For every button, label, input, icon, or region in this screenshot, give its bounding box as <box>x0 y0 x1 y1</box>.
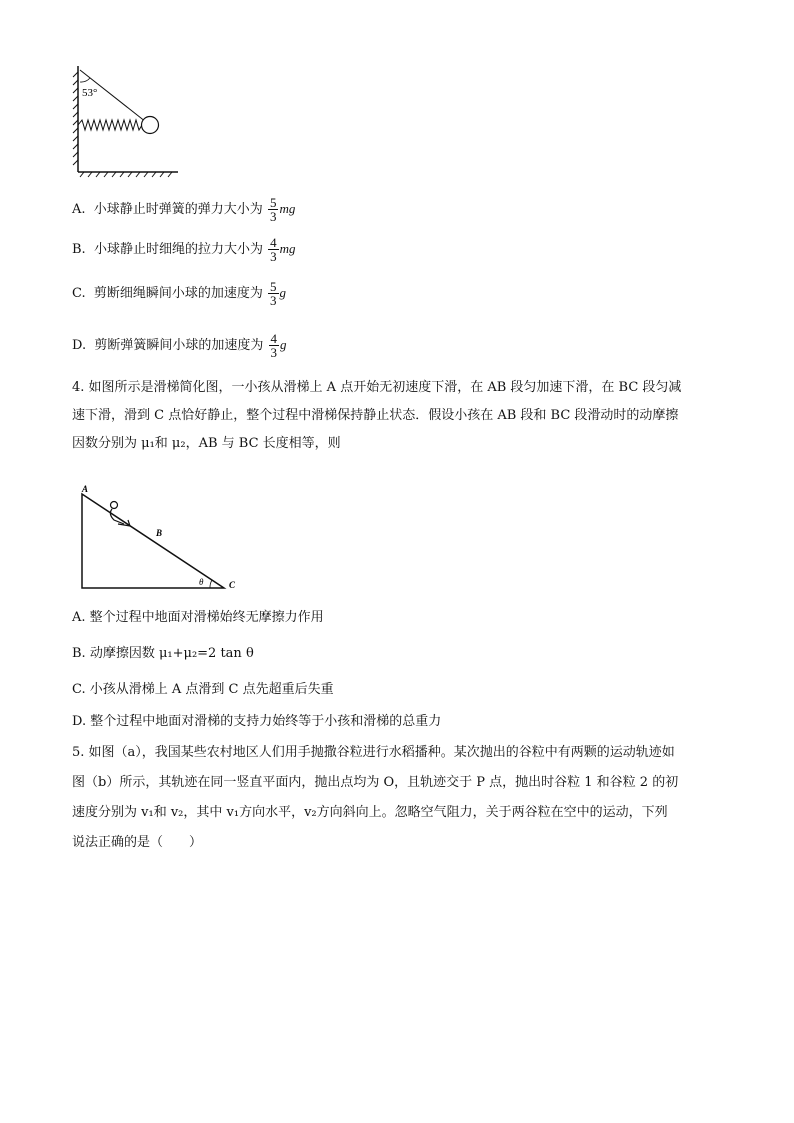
option-letter: C. <box>72 286 86 301</box>
option-text: 剪断细绳瞬间小球的加速度为 <box>93 286 263 301</box>
stem-line: 速度分别为 v₁和 v₂，其中 v₁方向水平，v₂方向斜向上。忽略空气阻力，关于两谷粒在空中的运动，下列 <box>72 805 668 820</box>
angle-label: 53° <box>82 87 98 99</box>
option-letter: D. <box>72 338 87 353</box>
q3-option-c[interactable] <box>72 280 286 307</box>
q4-option-c[interactable]: C. 小孩从滑梯上 A 点滑到 C 点先超重后失重 <box>72 682 334 697</box>
fraction: $\frac{4}{3}$ <box>270 331 278 360</box>
stem-line: 速下滑，滑到 C 点恰好静止，整个过程中滑梯保持静止状态．假设小孩在 AB 段和 BC 段滑动时的动摩擦 <box>72 408 679 423</box>
point-b-label: B <box>156 528 163 538</box>
option-unit: mg <box>279 241 296 256</box>
stem-line: 4. 如图所示是滑梯简化图，一小孩从滑梯上 A 点开始无初速度下滑，在 AB 段匀加速下滑，在 BC 段匀减 <box>72 380 682 395</box>
option-unit: mg <box>279 201 296 216</box>
fraction: $\frac{4}{3}$ <box>270 235 277 264</box>
option-text: 剪断弹簧瞬间小球的加速度为 <box>94 338 264 353</box>
q4-option-b[interactable]: B. 动摩擦因数 μ₁+μ₂=2 tan θ <box>72 646 254 661</box>
q4-option-d[interactable]: D. 整个过程中地面对滑梯的支持力始终等于小孩和滑梯的总重力 <box>72 714 442 729</box>
fraction: $\frac{5}{3}$ <box>270 279 277 308</box>
option-text: 小球静止时弹簧的弹力大小为 <box>93 202 263 217</box>
q3-option-b[interactable] <box>72 236 296 263</box>
fraction: $\frac{5}{3}$ <box>269 195 277 224</box>
q4-option-a[interactable]: A. 整个过程中地面对滑梯始终无摩擦力作用 <box>72 610 324 625</box>
q3-option-d[interactable] <box>72 332 287 359</box>
stem-line: 5. 如图（a），我国某些农村地区人们用手抛撒谷粒进行水稻播种。某次抛出的谷粒中有两颗的运动轨迹如 <box>72 745 675 760</box>
stem-line: 图（b）所示，其轨迹在同一竖直平面内，抛出点均为 O，且轨迹交于 P 点，抛出时谷粒 1 和谷粒 2 的初 <box>72 775 679 790</box>
point-c-label: C <box>229 580 236 590</box>
slide-figure <box>74 484 254 594</box>
option-text: 小球静止时细绳的拉力大小为 <box>93 242 263 257</box>
stem-line: 因数分别为 μ₁和 μ₂，AB 与 BC 长度相等，则 <box>72 436 341 451</box>
option-letter: B. <box>72 242 86 257</box>
theta-label: θ <box>199 577 204 587</box>
question-5-stem <box>72 738 722 858</box>
point-a-label: A <box>82 484 89 494</box>
option-letter: A. <box>72 202 86 217</box>
stem-line: 说法正确的是（ ） <box>72 835 203 850</box>
child-icon <box>110 502 130 527</box>
option-unit: g <box>280 337 287 352</box>
q3-option-a[interactable] <box>72 196 295 223</box>
spring-rope-ball-figure <box>66 62 186 182</box>
option-unit: g <box>279 285 287 300</box>
question-4-stem <box>72 374 722 458</box>
